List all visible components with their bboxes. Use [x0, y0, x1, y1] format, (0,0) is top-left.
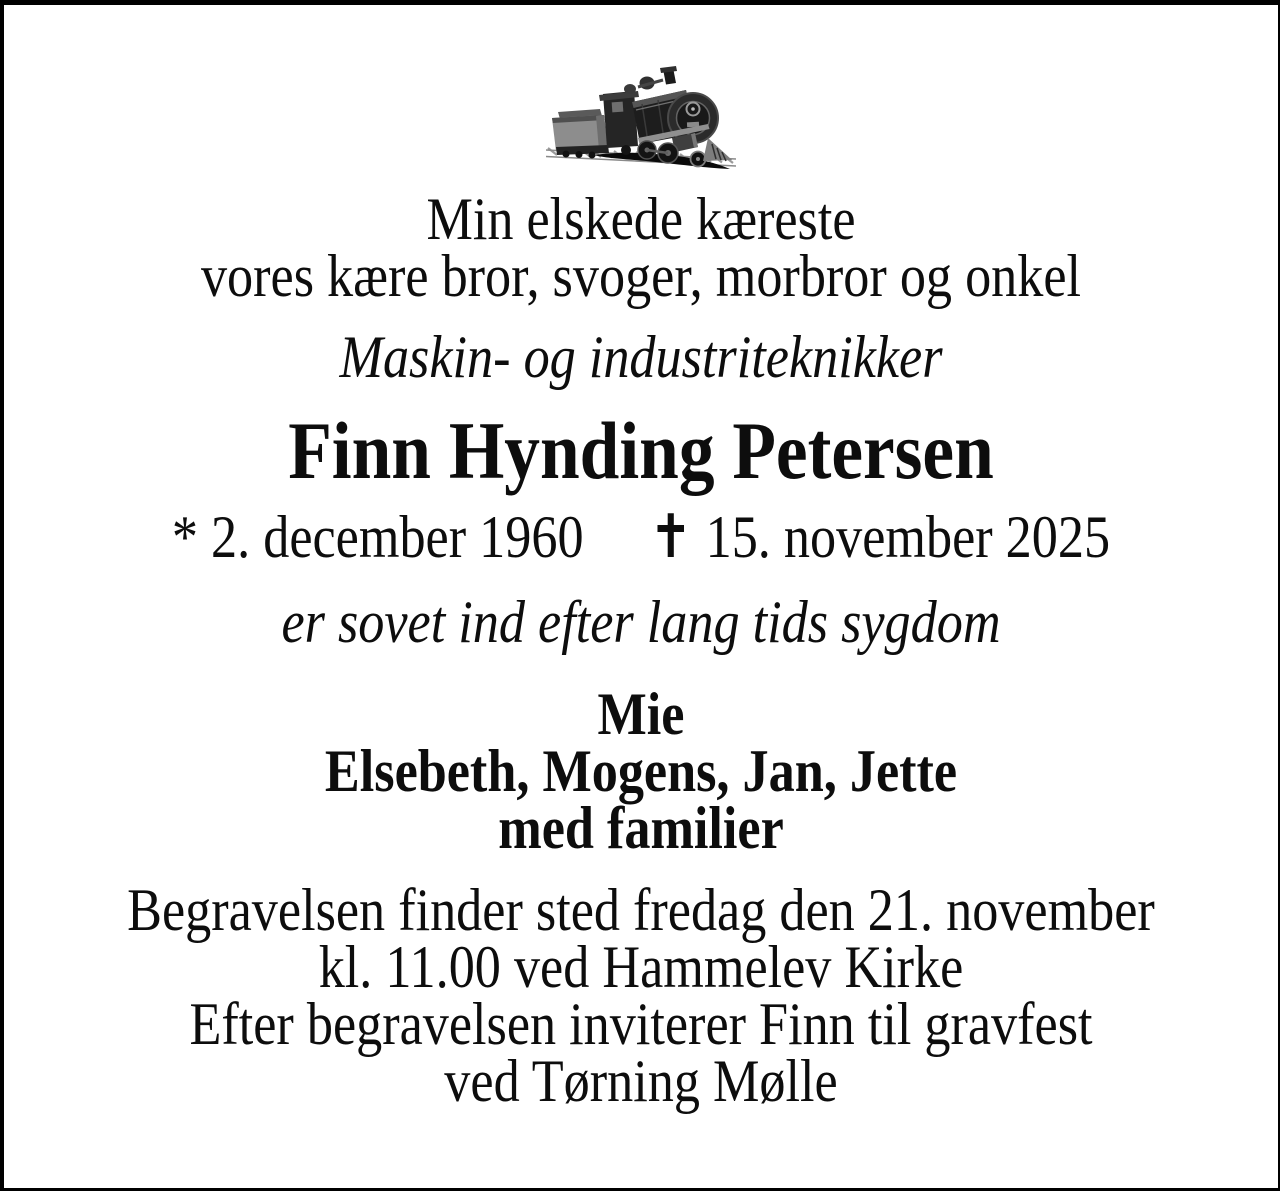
mourner-line: med familier	[498, 795, 784, 861]
mourners-list	[87, 681, 1195, 861]
mourner-line: Mie	[597, 681, 685, 747]
intro-line-2: vores kære bror, svoger, morbror og onkel	[200, 243, 1082, 309]
intro-lines	[87, 186, 1195, 309]
death-date	[648, 504, 1111, 570]
life-dates	[87, 504, 1195, 570]
birth-date	[171, 504, 584, 570]
funeral-line: Begravelsen finder sted fredag den 21. november	[127, 877, 1155, 943]
cause-line: er sovet ind efter lang tids sygdom	[281, 589, 1001, 655]
death-cross-icon: ✝	[648, 504, 693, 570]
profession-line: Maskin- og industriteknikker	[339, 324, 943, 390]
funeral-line: Efter begravelsen inviterer Finn til gravfest	[189, 991, 1093, 1057]
funeral-line: ved Tørning Mølle	[444, 1048, 838, 1114]
steam-locomotive-icon	[546, 60, 736, 172]
birth-date-text: 2. december 1960	[211, 504, 584, 570]
deceased-name: Finn Hynding Petersen	[288, 405, 994, 496]
birth-star-icon: *	[171, 504, 198, 570]
intro-line-1: Min elskede kæreste	[426, 186, 856, 252]
mourner-line: Elsebeth, Mogens, Jan, Jette	[324, 738, 958, 804]
funeral-info	[87, 877, 1195, 1114]
death-date-text: 15. november 2025	[705, 504, 1111, 570]
funeral-line: kl. 11.00 ved Hammelev Kirke	[318, 934, 964, 1000]
